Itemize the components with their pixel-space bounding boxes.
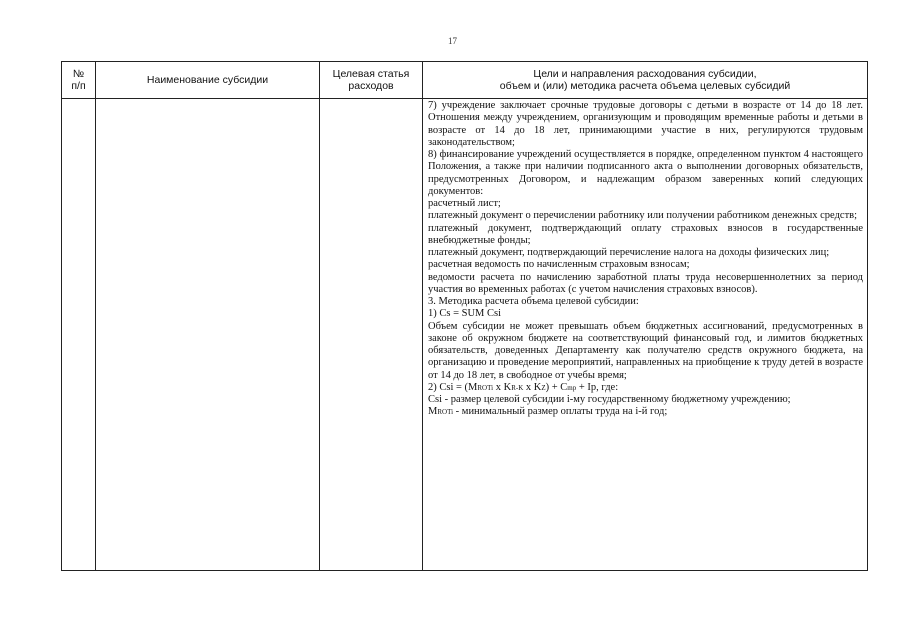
formula-subscript: Z: [541, 383, 546, 392]
paragraph: Csi - размер целевой субсидии i-му государственному бюджетному учреждению;: [428, 394, 791, 405]
page-number: 17: [448, 36, 457, 46]
formula-part: 2) Csi = (M: [428, 381, 478, 393]
formula-part: ) + C: [545, 381, 568, 393]
paragraph: расчетный лист;: [428, 198, 501, 209]
header-article-line2: расходов: [348, 80, 394, 92]
paragraph: платежный документ о перечислении работнику или получении работником денежных средств;: [428, 210, 858, 222]
goals-content: [423, 99, 867, 419]
formula-part: + Ip, где:: [576, 381, 619, 393]
formula-part: x K: [523, 381, 542, 393]
header-subsidy-name: Наименование субсидии: [96, 62, 320, 99]
paragraph: Объем субсидии не может превышать объем бюджетных ассигнований, предусмотренных в законе об окружном бюджете на соответствующий финансовый год, и лимитов бюджетных обязательств, доведенных Департаменту как получателю средств окружного бюджета, на организацию и проведение мероприятий, направленных на приобщение к труду детей в возрасте от 14 до 18 лет, в свободное от учебы время;: [428, 320, 863, 381]
paragraph: ведомости расчета по начислению заработной платы труда несовершеннолетних за период участия во временных работах (с учетом начисления страховых взносов).: [428, 271, 863, 295]
header-goals-line2: объем и (или) методика расчета объема целевых субсидий: [499, 80, 791, 92]
header-goals-line1: Цели и направления расходования субсидии,: [533, 68, 757, 80]
header-article-line1: Целевая статья: [332, 68, 410, 80]
paragraph: 7) учреждение заключает срочные трудовые договоры с детьми в возрасте от 14 до 18 лет. Отношения между учреждением, организующим и проводящим временные работы и детьми в возрасте от 14 до 18 лет, принимающими участие в них, регулируются трудовым законодательством;: [428, 100, 863, 148]
table-header-row: [62, 62, 868, 99]
cell-goals: [423, 99, 868, 571]
formula-part: M: [428, 406, 438, 418]
paragraph: 1) Cs = SUM Csi: [428, 308, 502, 320]
header-goals: [423, 62, 868, 99]
header-target-article: [320, 62, 423, 99]
formula-subscript: ROTi: [477, 383, 494, 392]
header-number: [62, 62, 96, 99]
paragraph: платежный документ, подтверждающий оплату страховых взносов в государственные внебюджетные фонды;: [428, 222, 863, 246]
header-number-line2: п/п: [71, 80, 86, 92]
formula-subscript: ROTi: [437, 408, 454, 417]
paragraph: 3. Методика расчета объема целевой субсидии:: [428, 296, 639, 307]
cell-subsidy-name: [96, 99, 320, 571]
paragraph: платежный документ, подтверждающий перечисление налога на доходы физических лиц;: [428, 247, 830, 258]
formula-csi: [428, 382, 863, 394]
paragraph: расчетная ведомость по начисленным страховым взносам;: [428, 259, 690, 271]
subsidy-table: [61, 61, 868, 571]
formula-subscript: mp: [567, 383, 577, 392]
mrot-definition: [428, 406, 863, 418]
formula-part: - минимальный размер оплаты труда на i-й год;: [453, 406, 668, 418]
cell-number: [62, 99, 96, 571]
cell-target-article: [320, 99, 423, 571]
formula-subscript: R-K: [511, 383, 524, 392]
paragraph: 8) финансирование учреждений осуществляется в порядке, определенном пунктом 4 настоящего Положения, а также при наличии подписанного акта о выполнении договорных обязательств, предусмотренных Договором, и надлежащим образом заверенных копий следующих документов:: [428, 149, 863, 197]
header-number-line1: №: [72, 68, 85, 80]
table-row: [62, 99, 868, 571]
formula-part: x K: [493, 381, 512, 393]
